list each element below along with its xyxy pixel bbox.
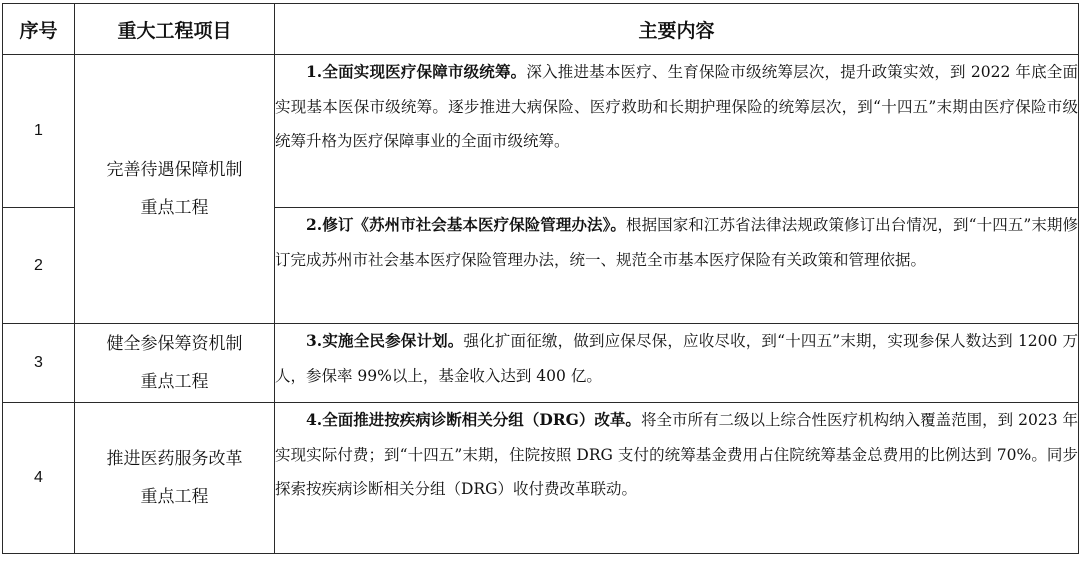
project-type: 重点工程 bbox=[140, 487, 209, 507]
row-number: 2 bbox=[3, 208, 75, 324]
item-body: 根据国家和江苏省法律法规政策修订出台情况，到“十四五”末期修订完成苏州市社会基本医疗保险管理办法，统一、规范全市基本医疗保险有关政策和管理依据。 bbox=[275, 216, 1078, 269]
item-body: 深入推进基本医疗、生育保险市级统筹层次，提升政策实效，到 2022 年底全面实现基本医保市级统筹。逐步推进大病保险、医疗救助和长期护理保险的统筹层次，到“十四五”末期由医疗保险市级统筹升格为医疗保障事业的全面市级统筹。 bbox=[275, 63, 1078, 150]
table-row bbox=[3, 55, 1079, 208]
content-cell bbox=[275, 324, 1079, 403]
item-body: 强化扩面征缴，做到应保尽保，应收尽收，到“十四五”末期，实现参保人数达到 1200 万人，参保率 99%以上，基金收入达到 400 亿。 bbox=[275, 332, 1079, 385]
table-row bbox=[3, 403, 1079, 554]
project-type: 重点工程 bbox=[140, 372, 209, 392]
content-cell bbox=[275, 208, 1079, 324]
project-name: 推进医药服务改革 bbox=[106, 449, 243, 469]
project-name: 完善待遇保障机制 bbox=[106, 160, 243, 180]
row-number: 4 bbox=[3, 403, 75, 554]
major-projects-table bbox=[2, 3, 1079, 554]
project-name: 健全参保筹资机制 bbox=[106, 334, 243, 354]
column-header-number: 序号 bbox=[3, 4, 75, 55]
row-number: 1 bbox=[3, 55, 75, 208]
table-row bbox=[3, 324, 1079, 403]
project-cell bbox=[75, 403, 275, 554]
content-cell bbox=[275, 55, 1079, 208]
item-body: 将全市所有二级以上综合性医疗机构纳入覆盖范围，到 2023 年实现实际付费；到“十四五”末期，住院按照 DRG 支付的统筹基金费用占住院统筹基金总费用的比例达到 70%。同步探索按疾病诊断相关分组（DRG）收付费改革联动。 bbox=[275, 411, 1078, 498]
table-header-row bbox=[3, 4, 1079, 55]
item-title: 2.修订《苏州市社会基本医疗保险管理办法》。 bbox=[306, 215, 626, 234]
project-cell bbox=[75, 324, 275, 403]
column-header-content: 主要内容 bbox=[275, 4, 1079, 55]
item-title: 4.全面推进按疾病诊断相关分组（DRG）改革。 bbox=[306, 410, 641, 429]
column-header-project: 重大工程项目 bbox=[75, 4, 275, 55]
project-cell bbox=[75, 55, 275, 324]
project-type: 重点工程 bbox=[140, 198, 209, 218]
item-title: 3.实施全民参保计划。 bbox=[306, 331, 464, 350]
content-cell bbox=[275, 403, 1079, 554]
row-number: 3 bbox=[3, 324, 75, 403]
item-title: 1.全面实现医疗保障市级统筹。 bbox=[306, 62, 527, 81]
